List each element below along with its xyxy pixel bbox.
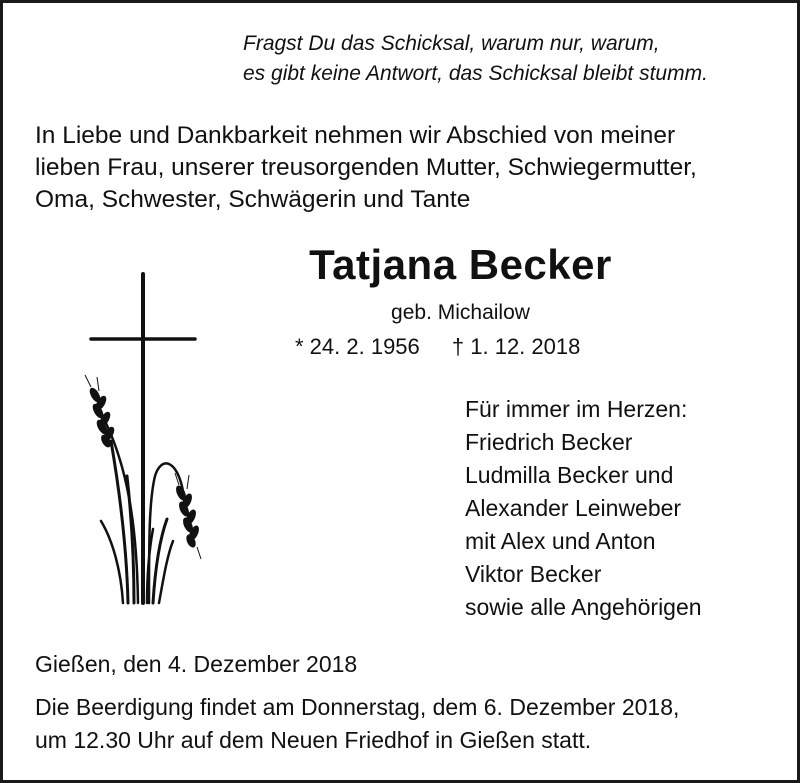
mourner-line: mit Alex und Anton bbox=[465, 528, 656, 554]
intro-line: Oma, Schwester, Schwägerin und Tante bbox=[35, 186, 471, 213]
mourner-line: Alexander Leinweber bbox=[465, 495, 682, 521]
funeral-line: um 12.30 Uhr auf dem Neuen Friedhof in Gießen statt. bbox=[35, 727, 592, 753]
intro-line: lieben Frau, unserer treusorgenden Mutter, Schwiegermutter, bbox=[35, 154, 697, 181]
place-date: Gießen, den 4. Dezember 2018 bbox=[35, 651, 358, 677]
mourner-line: Für immer im Herzen: bbox=[465, 396, 688, 422]
death-date: † 1. 12. 2018 bbox=[451, 334, 581, 359]
intro-text bbox=[35, 120, 697, 216]
funeral-info bbox=[35, 691, 679, 757]
mourner-line: sowie alle Angehörigen bbox=[465, 594, 702, 620]
motto-verse bbox=[243, 29, 708, 89]
life-dates bbox=[295, 334, 580, 360]
intro-line: In Liebe und Dankbarkeit nehmen wir Abschied von meiner bbox=[35, 122, 676, 149]
deceased-name: Tatjana Becker bbox=[309, 241, 612, 288]
funeral-line: Die Beerdigung findet am Donnerstag, dem 6. Dezember 2018, bbox=[35, 694, 680, 720]
motto-line: es gibt keine Antwort, das Schicksal bleibt stumm. bbox=[243, 62, 708, 85]
mourner-line: Friedrich Becker bbox=[465, 429, 633, 455]
mourner-line: Viktor Becker bbox=[465, 561, 602, 587]
birth-date: * 24. 2. 1956 bbox=[295, 334, 420, 359]
mourner-line: Ludmilla Becker und bbox=[465, 462, 674, 488]
maiden-name: geb. Michailow bbox=[391, 301, 530, 324]
motto-line: Fragst Du das Schicksal, warum nur, warum, bbox=[243, 32, 660, 55]
mourners-list bbox=[465, 393, 702, 624]
